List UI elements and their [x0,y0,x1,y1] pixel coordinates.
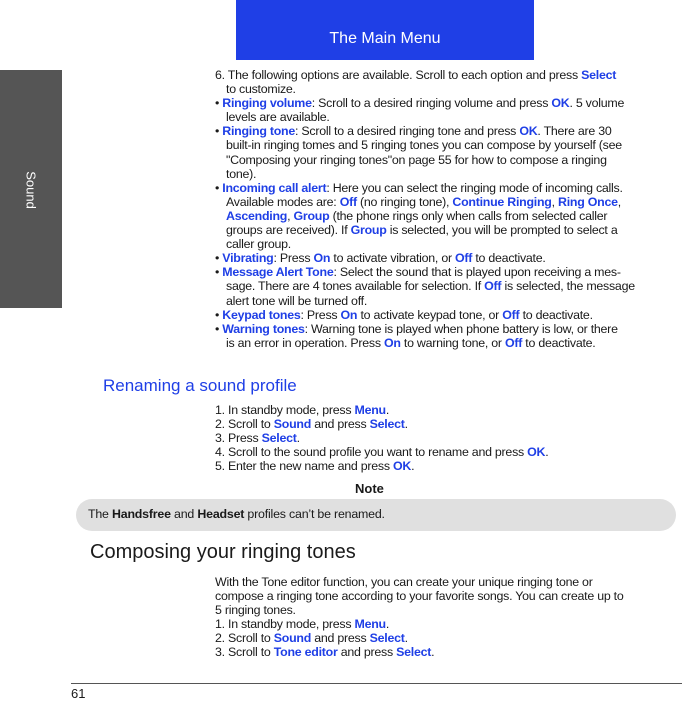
note-title: Note [355,481,384,496]
composing-heading: Composing your ringing tones [90,541,356,563]
page-header: The Main Menu [236,0,534,60]
side-tab-label: Sound [23,171,39,209]
option-incoming-call-alert: • Incoming call alert: Here you can select the ringing mode of incoming calls. [215,180,623,195]
option-warning-tones: • Warning tones: Warning tone is played when phone battery is low, or there [215,321,618,336]
page-number: 61 [71,686,86,701]
footer-divider [71,683,682,684]
option-keypad-tones: • Keypad tones: Press On to activate keypad tone, or Off to deactivate. [215,307,593,322]
option-ringing-volume: • Ringing volume: Scroll to a desired ringing volume and press OK. 5 volume [215,96,625,111]
note-box: The Handsfree and Headset profiles can’t be renamed. [76,499,676,531]
option-message-alert-tone: • Message Alert Tone: Select the sound that is played upon receiving a mes- [215,265,621,280]
composing-body: With the Tone editor function, you can create your unique ringing tone or compose a ringing tone according to your favorite songs. You can create up to 5 ringing tones. 1. In standby mode, press Menu. 2. Scroll to Sound and press Select. 3. Scroll to Tone editor and press Select. [215,575,624,660]
option-vibrating: • Vibrating: Press On to activate vibration, or Off to deactivate. [215,251,546,266]
renaming-steps: 1. In standby mode, press Menu. 2. Scroll to Sound and press Select. 3. Press Select. 4. Scroll to the sound profile you want to rename and press OK. 5. Enter the new name and press OK. [215,403,549,474]
options-list: 6. The following options are available. Scroll to each option and press Select to customize. • Ringing volume: Scroll to a desired ringing volume and press OK. 5 volume levels are available. • Ringing tone: Scroll to a desired ringing tone and press OK. There are 30 built-in ringing tomes and 5 ringing tones you can compose by yourself (see "Composing your ringing tones"on page 55 for how to compose a ringing tone). • Incoming call alert: Here you can select the ringing mode of incoming calls. Available modes are: Off (no ringing tone), Continue Ringing, Ring Once, Ascending, Group (the phone rings only when calls from selected caller groups are received). If Group is selected, you will be prompted to select a caller group. • Vibrating: Press On to activate vibration, or Off to deactivate. • Message Alert Tone: Select the sound that is played upon receiving a mes- sage. There are 4 tones available for selection. If Off is selected, the message alert tone will be turned off. • Keypad tones: Press On to activate keypad tone, or Off to deactivate. • Warning tones: Warning tone is played when phone battery is low, or there is an error in operation. Press On to warning tone, or Off to deactivate. [215,68,680,350]
option-ringing-tone: • Ringing tone: Scroll to a desired ringing tone and press OK. There are 30 [215,124,612,139]
renaming-heading: Renaming a sound profile [103,376,297,395]
